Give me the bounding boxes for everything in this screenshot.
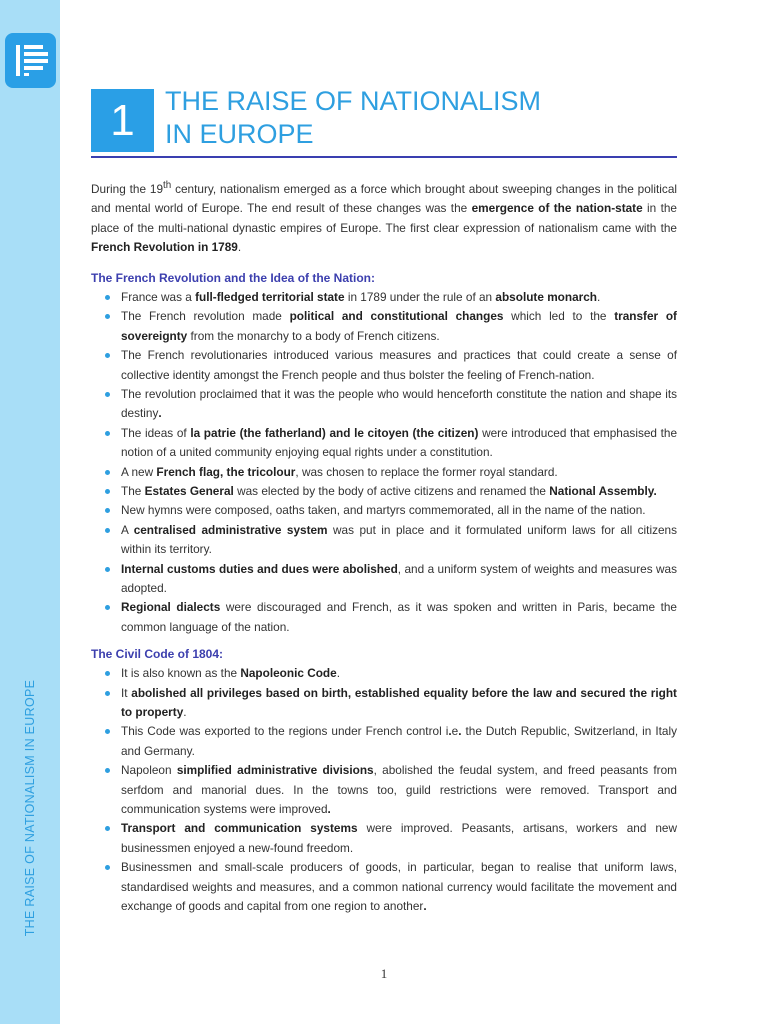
bold-text: full-fledged territorial state <box>195 289 345 304</box>
bold-text: absolute monarch <box>495 289 598 304</box>
section-heading: The French Revolution and the Idea of the Nation: <box>91 270 376 285</box>
list-item <box>91 858 677 916</box>
text-run: A new <box>121 464 157 479</box>
list-item <box>91 598 677 637</box>
section-heading: The Civil Code of 1804: <box>91 647 224 662</box>
text-run: century, nationalism emerged as a force which brought about sweeping changes in the political and mental world of Europe. The end result of these changes was the <box>91 181 677 216</box>
bullet-list <box>91 288 677 637</box>
title-rule <box>91 156 677 158</box>
list-item <box>91 424 677 463</box>
text-run: . <box>597 289 601 304</box>
bold-text: Transport and communication systems <box>121 821 358 836</box>
page-number: 1 <box>380 966 388 981</box>
bold-text: Regional dialects <box>121 600 221 615</box>
text-run: e <box>451 724 459 739</box>
list-item <box>91 501 677 520</box>
brand-logo-icon <box>5 33 56 88</box>
text-run: were improved. Peasants, artisans, workers and new businessmen enjoyed a new-found freedom. <box>121 821 677 855</box>
text-run: This Code was exported to the regions under French control i <box>121 724 449 739</box>
bold-text: . <box>448 724 452 739</box>
list-item <box>91 560 677 599</box>
text-run: France was a <box>121 289 196 304</box>
text-run: in 1789 under the rule of an <box>344 289 496 304</box>
bold-text: abolished all privileges based on birth, established equality before the law and secured the right to property <box>121 685 677 720</box>
bold-text: simplified administrative divisions <box>176 763 374 778</box>
text-run: Businessmen and small-scale producers of goods, in particular, began to realise that uniform laws, standardised weights and measures, and a common national currency would facilitate the movement and exchange of goods and capital from one region to another <box>121 860 677 914</box>
bullet-list <box>91 664 677 916</box>
chapter-number: 1 <box>91 89 154 152</box>
text-run: . <box>237 240 242 255</box>
text-run: was elected by the body of active citizens and renamed the <box>233 483 550 498</box>
list-item <box>91 307 677 346</box>
sections <box>91 269 677 917</box>
text-run: from the monarchy to a body of French citizens. <box>187 328 440 343</box>
text-run: During the 19 <box>91 181 164 196</box>
list-item <box>91 463 677 482</box>
text-run: The ideas of <box>121 425 191 440</box>
text-run: Napoleon <box>121 763 177 778</box>
text-run: , and a uniform system of weights and measures was adopted. <box>121 561 678 596</box>
list-item <box>91 482 677 501</box>
text-run: A <box>121 522 134 537</box>
text-run: New hymns were composed, oaths taken, and martyrs commemorated, all in the name of the nation. <box>121 503 646 518</box>
bold-text: la patrie (the fatherland) and le citoyen (the citizen) <box>190 425 479 440</box>
text-run: The French revolutionaries introduced various measures and practices that could create a sense of collective identity amongst the French people and thus bolster the feeling of French-nation. <box>121 348 677 382</box>
text-run: was put in place and it formulated uniform laws for all citizens within its territory. <box>121 522 677 557</box>
bold-text: National Assembly. <box>549 483 657 498</box>
text-run: It <box>121 685 132 700</box>
text-run: , abolished the feudal system, and freed peasants from serfdom and manorial dues. In the towns too, guild restrictions were removed. Transport and communication systems were improved <box>121 763 677 817</box>
bold-text: emergence of the nation-state <box>471 201 643 216</box>
list-item <box>91 722 677 761</box>
list-item <box>91 385 677 424</box>
text-run: which led to the <box>503 309 615 324</box>
bold-text: . <box>158 406 162 421</box>
text-run: It is also known as the <box>121 666 241 681</box>
list-item <box>91 664 677 683</box>
superscript-text: th <box>163 180 172 191</box>
content <box>91 176 677 917</box>
bold-text: . <box>423 899 427 914</box>
running-header: THE RAISE OF NATIONALISM IN EUROPE <box>23 679 37 937</box>
text-run: . <box>183 705 187 720</box>
bold-text: Internal customs duties and dues were abolished <box>121 561 398 576</box>
sidebar <box>0 0 60 1024</box>
bold-text: Estates General <box>144 483 234 498</box>
bold-text: . <box>327 802 331 817</box>
list-item <box>91 521 677 560</box>
bold-text: French flag, the tricolour <box>156 464 296 479</box>
bold-text: Napoleonic Code <box>240 666 337 681</box>
list-item <box>91 288 677 307</box>
list-item <box>91 346 677 385</box>
bold-text: centralised administrative system <box>133 522 328 537</box>
text-run: in the place of the multi-national dynastic empires of Europe. The first clear expression of nationalism came with the <box>91 201 677 235</box>
text-run: The <box>121 483 145 498</box>
intro-paragraph <box>91 176 677 258</box>
bold-text: transfer of sovereignty <box>121 309 677 343</box>
text-run: , was chosen to replace the former royal standard. <box>295 464 558 479</box>
list-item <box>91 684 677 723</box>
bold-text: . <box>458 724 462 739</box>
text-run: were introduced that emphasised the notion of a united community enjoying equal rights under a constitution. <box>121 425 678 460</box>
text-run: the Dutch Republic, Switzerland, in Italy and Germany. <box>121 724 678 758</box>
bold-text: political and constitutional changes <box>289 309 504 324</box>
text-run: were discouraged and French, as it was spoken and written in Paris, became the common language of the nation. <box>121 600 677 634</box>
bold-text: French Revolution in 1789 <box>91 240 238 255</box>
text-run: . <box>336 666 340 681</box>
chapter-title-line1: THE RAISE OF NATIONALISM <box>165 86 542 116</box>
text-run: The revolution proclaimed that it was the people who would henceforth constitute the nation and shape its destiny <box>121 386 677 421</box>
chapter-title-line2: IN EUROPE <box>165 119 314 149</box>
list-item <box>91 819 677 858</box>
text-run: The French revolution made <box>121 309 290 324</box>
list-item <box>91 761 677 819</box>
chapter-title <box>165 85 541 151</box>
